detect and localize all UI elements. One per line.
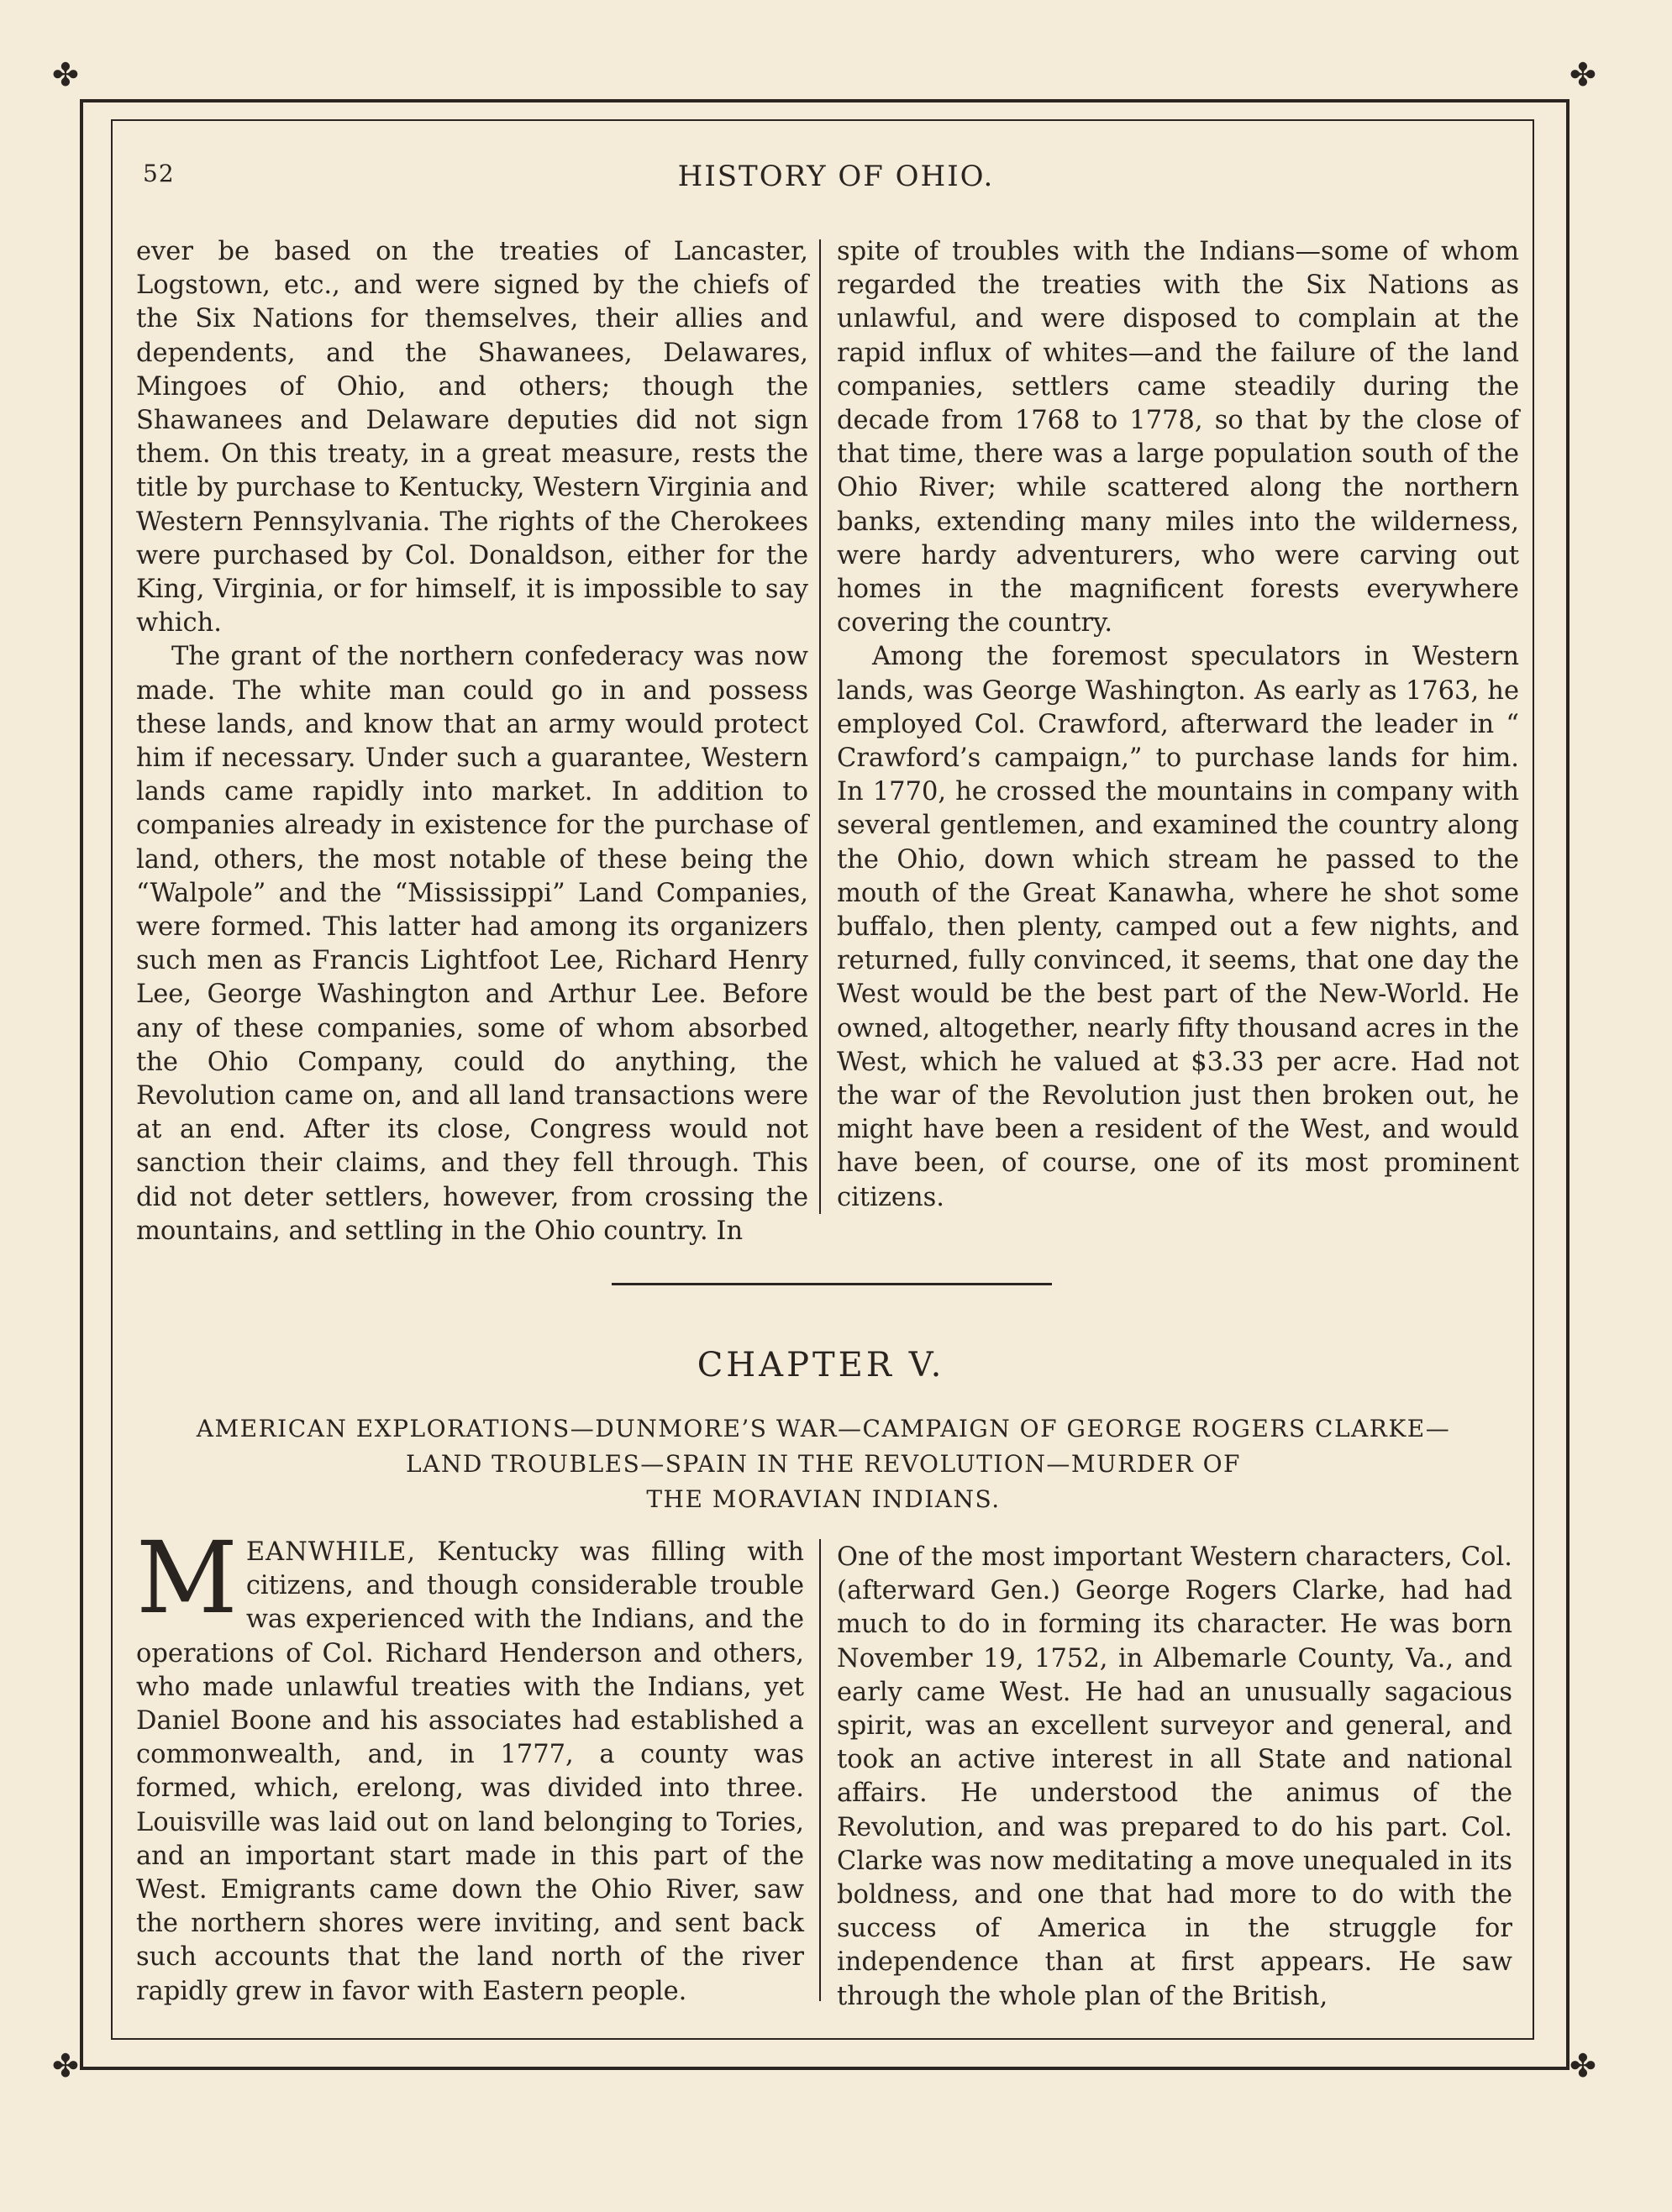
- column-divider: [819, 239, 821, 1214]
- chapter-subtitle: [134, 1411, 1512, 1517]
- section-separator: [612, 1283, 1052, 1285]
- corner-ornament-icon: ✤: [1569, 56, 1596, 93]
- page-number: 52: [143, 160, 175, 187]
- drop-cap: M: [136, 1520, 238, 1636]
- chapter-title: CHAPTER V.: [697, 1346, 945, 1384]
- subtitle-line: AMERICAN EXPLORATIONS—DUNMORE’S WAR—CAMPAIGN OF GEORGE ROGERS CLARKE—: [196, 1415, 1451, 1442]
- opening-paragraph: [136, 1520, 804, 2009]
- subtitle-line: LAND TROUBLES—SPAIN IN THE REVOLUTION—MURDER OF: [406, 1450, 1241, 1478]
- corner-ornament-icon: ✤: [52, 56, 79, 93]
- running-title: HISTORY OF OHIO.: [677, 160, 995, 193]
- paragraph: spite of troubles with the Indians—some of whom regarded the treaties with the Six Nations as unlawful, and were disposed to complain at the rapid influx of whites—and the failure of the land companies, settlers came steadily during the decade from 1768 to 1778, so that by the close of that time, there was a large population south of the Ohio River; while scattered along the northern banks, extending many miles into the wilderness, were hardy adventurers, who were carving out homes in the magnificent forests everywhere covering the country.: [837, 237, 1519, 638]
- paragraph-text: Kentucky was filling with citizens, and though considerable trouble was experienced with the Indians, and the operations of Col. Richard Henderson and others, who made unlawful treaties with the Indians, yet Daniel Boone and his associates had established a commonwealth, and, in 1777, a county was formed, which, erelong, was divided into three. Louisville was laid out on land belonging to Tories, and an important start made in this part of the West. Emigrants came down the Ohio River, saw the northern shores were inviting, and sent back such accounts that the land north of the river rapidly grew in favor with Eastern people.: [136, 1537, 804, 2006]
- paragraph: Among the foremost speculators in Western lands, was George Washington. As early as 1763, he employed Col. Crawford, afterward the leader in “ Crawford’s campaign,” to purchase lands for him. In 1770, he crossed the mountains in company with several gentlemen, and examined the country along the Ohio, down which stream he passed to the mouth of the Great Kanawha, where he shot some buffalo, then plenty, camped out a few nights, and returned, fully convinced, it seems, that one day the West would be the best part of the New-World. He owned, altogether, nearly fifty thousand acres in the West, which he valued at $3.33 per acre. Had not the war of the Revolution just then broken out, he might have been a resident of the West, and would have been, of course, one of its most prominent citizens.: [837, 642, 1519, 1212]
- corner-ornament-icon: ✤: [1569, 2047, 1596, 2084]
- column-divider: [819, 1539, 821, 2001]
- top-right-column: [837, 235, 1519, 1215]
- chapter-left-column: [136, 1520, 804, 2009]
- paragraph: One of the most important Western characters, Col. (afterward Gen.) George Rogers Clarke, had had much to do in forming its character. He was born November 19, 1752, in Albemarle County, Va., and early came West. He had an unusually sagacious spirit, was an excellent surveyor and general, and took an active interest in all State and national affairs. He understood the animus of the Revolution, and was prepared to do his part. Col. Clarke was now meditating a move unequaled in its boldness, and one that had more to do with the success of America in the struggle for independence than at first appears. He saw through the whole plan of the British,: [837, 1542, 1512, 2011]
- chapter-right-column: [837, 1541, 1512, 2014]
- page-header: [126, 160, 1546, 202]
- opening-word: EANWHILE,: [245, 1537, 417, 1567]
- paragraph: ever be based on the treaties of Lancaster, Logstown, etc., and were signed by the chiefs of the Six Nations for themselves, their allies and dependents, and the Shawanees, Delawares, Mingoes of Ohio, and others; though the Shawanees and Delaware deputies did not sign them. On this treaty, in a great measure, rests the title by purchase to Kentucky, Western Virginia and Western Pennsylvania. The rights of the Cherokees were purchased by Col. Donaldson, either for the King, Virginia, or for himself, it is impossible to say which.: [136, 237, 808, 638]
- subtitle-line: THE MORAVIAN INDIANS.: [646, 1485, 1001, 1513]
- paragraph: The grant of the northern confederacy was now made. The white man could go in and possess these lands, and know that an army would protect him if necessary. Under such a guarantee, Western lands came rapidly into market. In addition to companies already in existence for the purchase of land, others, the most notable of these being the “Walpole” and the “Mississippi” Land Companies, were formed. This latter had among its organizers such men as Francis Lightfoot Lee, Richard Henry Lee, George Washington and Arthur Lee. Before any of these companies, some of whom absorbed the Ohio Company, could do anything, the Revolution came on, and all land transactions were at an end. After its close, Congress would not sanction their claims, and they fell through. This did not deter settlers, however, from crossing the mountains, and settling in the Ohio country. In: [136, 642, 808, 1246]
- top-left-column: [136, 235, 808, 1248]
- corner-ornament-icon: ✤: [52, 2047, 79, 2084]
